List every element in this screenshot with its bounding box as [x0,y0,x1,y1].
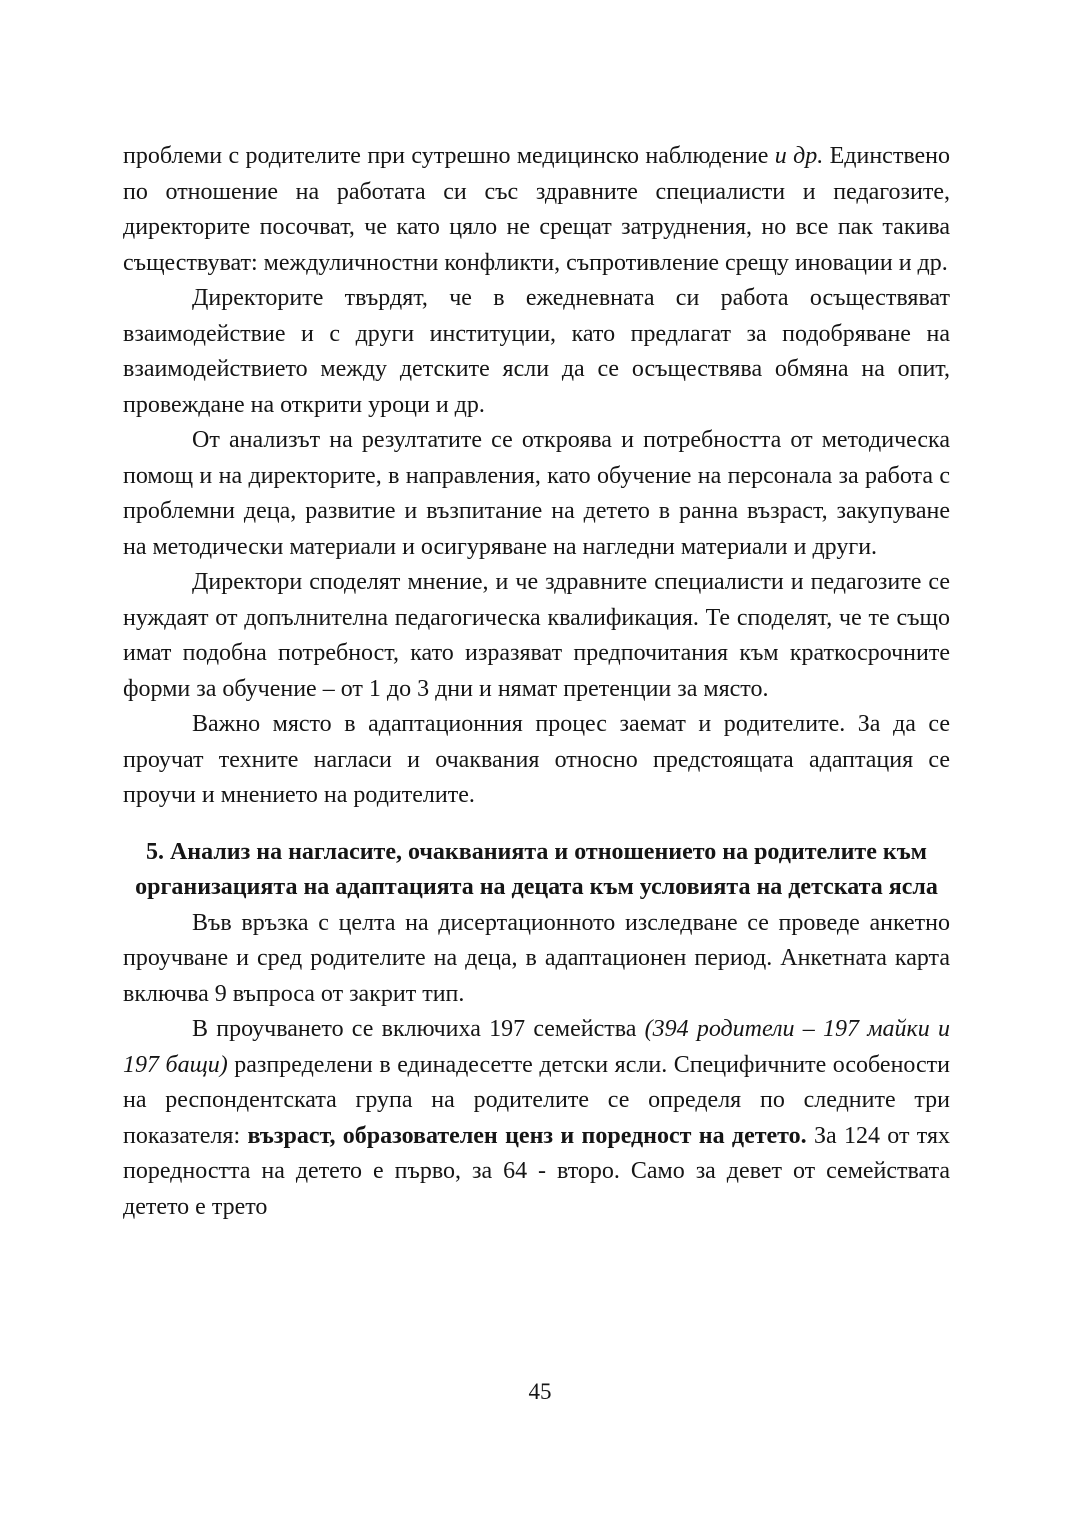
paragraph [123,1012,950,1225]
body-text: разпределени в единадесетте детски ясли. Специфичните особености на респондентската група на родителите се определя по следните три показателя: [123,1051,950,1149]
body-text: За 124 от тях поредността на детето е първо, за 64 - второ. Само за девет от семействата детето е трето [123,1122,951,1220]
paragraph [123,281,950,423]
paragraph [123,565,950,707]
page-number: 45 [528,1379,552,1404]
body-text: Директорите твърдят, че в ежедневната си работа осъществяват взаимодействие и с други институции, като предлагат за подобряване на взаимодействието между детските ясли да се осъществява обмяна на опит, провеждане на открити уроци и др. [123,285,950,418]
body-text-bold: възраст, образователен ценз и поредност на детето. [247,1122,807,1149]
body-text: проблеми с родителите при сутрешно медицинско наблюдение [123,143,775,169]
paragraph [123,423,950,565]
paragraph [123,707,950,814]
body-text-italic: и др. [774,143,824,169]
body-text: Във връзка с целта на дисертационното изследване се проведе анкетно проучване и сред родителите на деца, в адаптационен период. Анкетната карта включва 9 въпроса от закрит тип. [123,909,950,1007]
body-text: В проучването се включиха 197 семейства [192,1016,645,1042]
section-heading-text: 5. Анализ на нагласите, очакванията и отношението на родителите към организацията на адаптацията на децата към условията на детската ясла [135,838,938,900]
body-text: Директори споделят мнение, и че здравните специалисти и педагозите се нуждаят от допълнителна педагогическа квалификация. Те споделят, че те също имат подобна потребност, като изразяват предпочитания към краткосрочните форми за обучение – от 1 до 3 дни и нямат претенции за място. [123,569,950,702]
body-text: От анализът на резултатите се откроява и потребността от методическа помощ и на директорите, в направления, като обучение на персонала за работа с проблемни деца, развитие и възпитание на детето в ранна възраст, закупуване на методически материали и осигуряване на нагледни материали и други. [123,427,950,560]
section-heading [123,835,950,906]
paragraph [123,139,950,281]
body-text: Важно място в адаптационния процес заемат и родителите. За да се проучат техните нагласи и очаквания относно предстоящата адаптация се проучи и мнението на родителите. [123,711,950,808]
body-text: Единствено по отношение на работата си със здравните специалисти и педагозите, директорите посочват, че като цяло не срещат затруднения, но все пак такива съществуват: междуличностни конфликти, съпротивление срещу иновации и др. [123,143,951,276]
paragraph [123,906,950,1013]
page-body [123,139,950,1225]
body-text-italic: (394 родители – 197 майки и 197 бащи) [123,1016,950,1078]
